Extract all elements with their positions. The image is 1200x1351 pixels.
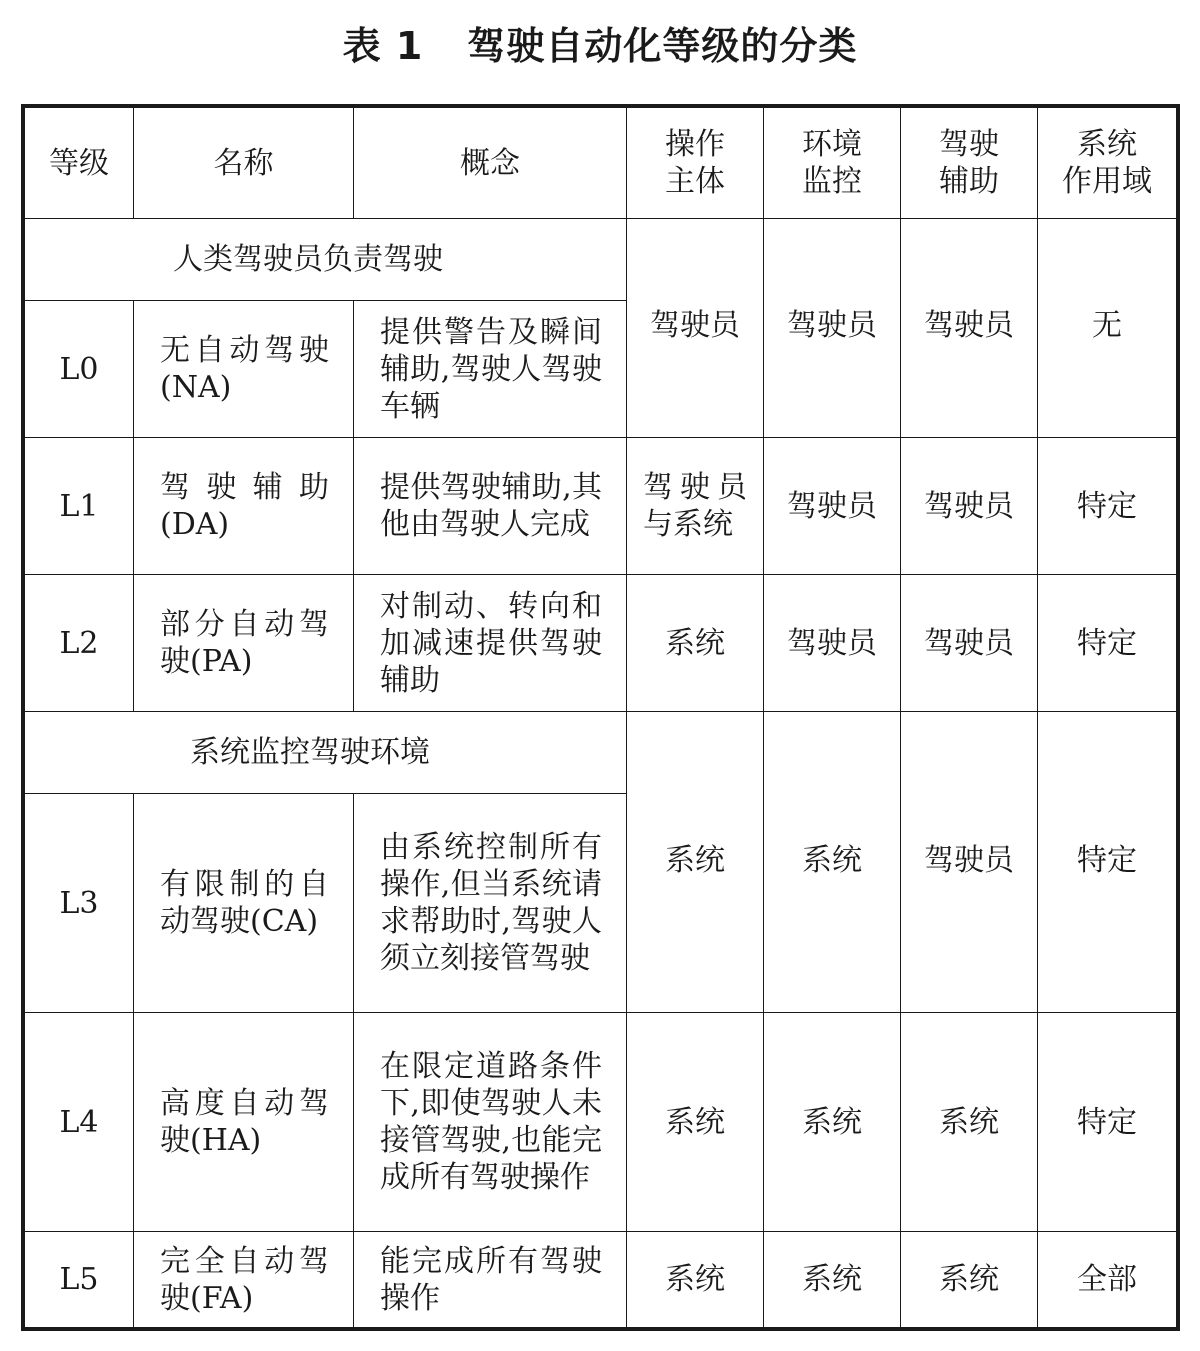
concept-cell: 在限定道路条件下,即使驾驶人未接管驾驶,也能完成所有驾驶操作: [354, 1013, 627, 1232]
header-domain: 系统 作用域: [1038, 108, 1177, 219]
header-name: 名称: [134, 108, 354, 219]
monitoring-cell: 系统: [764, 1013, 901, 1232]
operator-cell: 系统: [627, 1013, 764, 1232]
level-cell: L2: [25, 575, 134, 712]
operator-cell: 驾驶员: [627, 219, 764, 438]
header-operator: 操作 主体: [627, 108, 764, 219]
table-number: 表 1: [342, 24, 424, 68]
assist-cell: 系统: [901, 1013, 1038, 1232]
concept-cell: 提供驾驶辅助,其他由驾驶人完成: [354, 438, 627, 575]
domain-cell: 无: [1038, 219, 1177, 438]
domain-cell: 特定: [1038, 1013, 1177, 1232]
domain-cell: 特定: [1038, 438, 1177, 575]
group-row: [25, 712, 1177, 794]
monitoring-cell: 系统: [764, 1232, 901, 1328]
concept-cell: 提供警告及瞬间辅助,驾驶人驾驶车辆: [354, 301, 627, 438]
level-cell: L0: [25, 301, 134, 438]
table-row: [25, 1232, 1177, 1328]
group-row: [25, 219, 1177, 301]
assist-cell: 驾驶员: [901, 438, 1038, 575]
assist-cell: 系统: [901, 1232, 1038, 1328]
name-cell: 驾驶辅助(DA): [134, 438, 354, 575]
table-title: 驾驶自动化等级的分类: [467, 24, 858, 68]
monitoring-cell: 驾驶员: [764, 219, 901, 438]
operator-cell: 系统: [627, 575, 764, 712]
automation-levels-table: [24, 107, 1177, 1328]
operator-cell: 系统: [627, 712, 764, 1013]
group-title: 人类驾驶员负责驾驶: [25, 219, 627, 301]
level-cell: L4: [25, 1013, 134, 1232]
assist-cell: 驾驶员: [901, 575, 1038, 712]
table-row: [25, 438, 1177, 575]
assist-cell: 驾驶员: [901, 712, 1038, 1013]
name-cell: 高度自动驾驶(HA): [134, 1013, 354, 1232]
header-assist: 驾驶 辅助: [901, 108, 1038, 219]
header-concept: 概念: [354, 108, 627, 219]
concept-cell: 对制动、转向和加减速提供驾驶辅助: [354, 575, 627, 712]
operator-cell: 系统: [627, 1232, 764, 1328]
monitoring-cell: 系统: [764, 712, 901, 1013]
header-row: [25, 108, 1177, 219]
table-caption: [0, 18, 1200, 74]
table-row: [25, 575, 1177, 712]
assist-cell: 驾驶员: [901, 219, 1038, 438]
level-cell: L5: [25, 1232, 134, 1328]
table-row: [25, 1013, 1177, 1232]
monitoring-cell: 驾驶员: [764, 438, 901, 575]
name-cell: 有限制的自动驾驶(CA): [134, 794, 354, 1013]
group-title: 系统监控驾驶环境: [25, 712, 627, 794]
domain-cell: 特定: [1038, 575, 1177, 712]
monitoring-cell: 驾驶员: [764, 575, 901, 712]
header-monitoring: 环境 监控: [764, 108, 901, 219]
domain-cell: 特定: [1038, 712, 1177, 1013]
concept-cell: 能完成所有驾驶操作: [354, 1232, 627, 1328]
level-cell: L3: [25, 794, 134, 1013]
name-cell: 完全自动驾驶(FA): [134, 1232, 354, 1328]
level-cell: L1: [25, 438, 134, 575]
name-cell: 部分自动驾驶(PA): [134, 575, 354, 712]
concept-cell: 由系统控制所有操作,但当系统请求帮助时,驾驶人须立刻接管驾驶: [354, 794, 627, 1013]
operator-cell: 驾驶员与系统: [627, 438, 764, 575]
name-cell: 无自动驾驶(NA): [134, 301, 354, 438]
domain-cell: 全部: [1038, 1232, 1177, 1328]
header-level: 等级: [25, 108, 134, 219]
